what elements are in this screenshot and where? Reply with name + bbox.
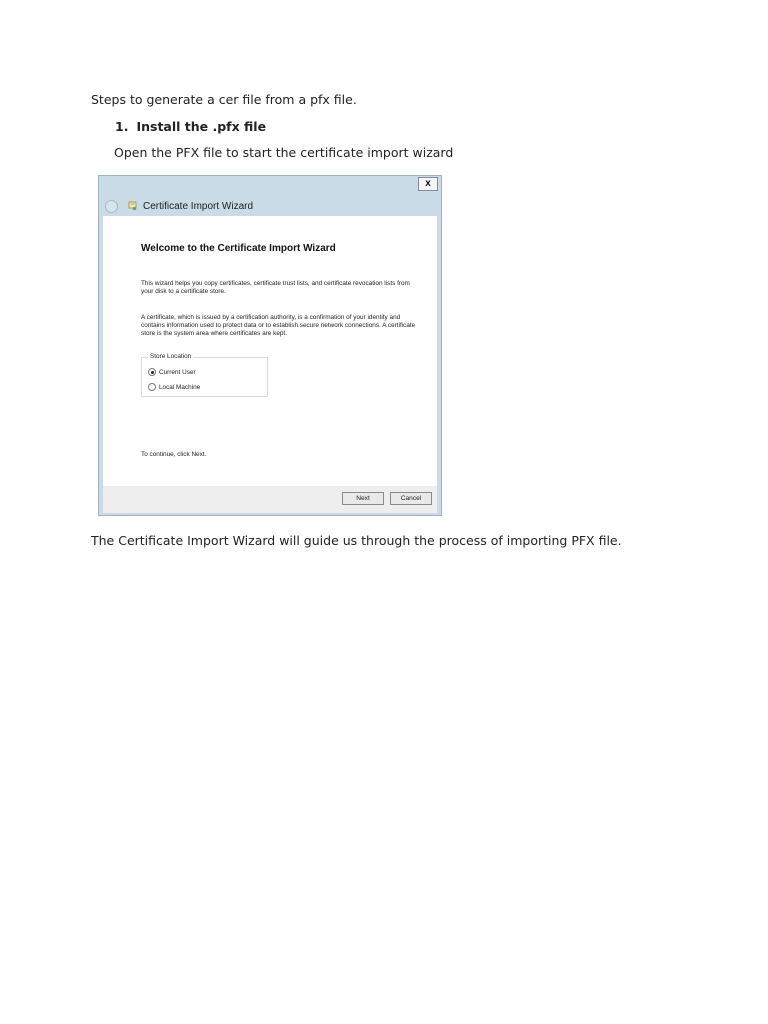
store-location-group bbox=[141, 353, 268, 397]
back-arrow-icon[interactable] bbox=[105, 200, 118, 213]
radio-local-machine[interactable] bbox=[148, 383, 200, 391]
radio-current-user[interactable] bbox=[148, 368, 196, 376]
intro-text: Steps to generate a cer file from a pfx file. bbox=[91, 92, 357, 107]
close-button[interactable]: x bbox=[418, 177, 438, 191]
step-description: Open the PFX file to start the certificate import wizard bbox=[114, 145, 454, 160]
radio-checked-icon[interactable] bbox=[148, 368, 156, 376]
store-location-label: Store Location bbox=[150, 353, 192, 360]
wizard-titlebar bbox=[105, 198, 253, 214]
wizard-paragraph-1: This wizard helps you copy certificates, certificate trust lists, and certificate revocation lists from your disk to a certificate store. bbox=[141, 280, 410, 296]
step-heading bbox=[115, 119, 266, 134]
step-number: 1. bbox=[115, 119, 129, 134]
wizard-content bbox=[103, 216, 437, 486]
radio-current-user-label: Current User bbox=[159, 368, 196, 376]
continue-instruction: To continue, click Next. bbox=[141, 451, 207, 458]
wizard-heading: Welcome to the Certificate Import Wizard bbox=[141, 243, 336, 254]
radio-local-machine-label: Local Machine bbox=[159, 383, 201, 391]
step-heading-text: Install the .pfx file bbox=[136, 119, 267, 134]
certificate-import-wizard-screenshot bbox=[98, 175, 442, 516]
closing-text: The Certificate Import Wizard will guide us through the process of importing PFX file. bbox=[91, 533, 622, 548]
next-button[interactable]: Next bbox=[342, 492, 384, 505]
wizard-title: Certificate Import Wizard bbox=[143, 200, 254, 212]
wizard-paragraph-2: A certificate, which is issued by a certification authority, is a confirmation of your identity and contains information used to protect data or to establish secure network connections. A certificate store is the system area where certificates are kept. bbox=[141, 314, 416, 338]
certificate-icon bbox=[128, 201, 138, 211]
cancel-button[interactable]: Cancel bbox=[390, 492, 432, 505]
radio-unchecked-icon[interactable] bbox=[148, 383, 156, 391]
wizard-footer bbox=[103, 486, 437, 513]
